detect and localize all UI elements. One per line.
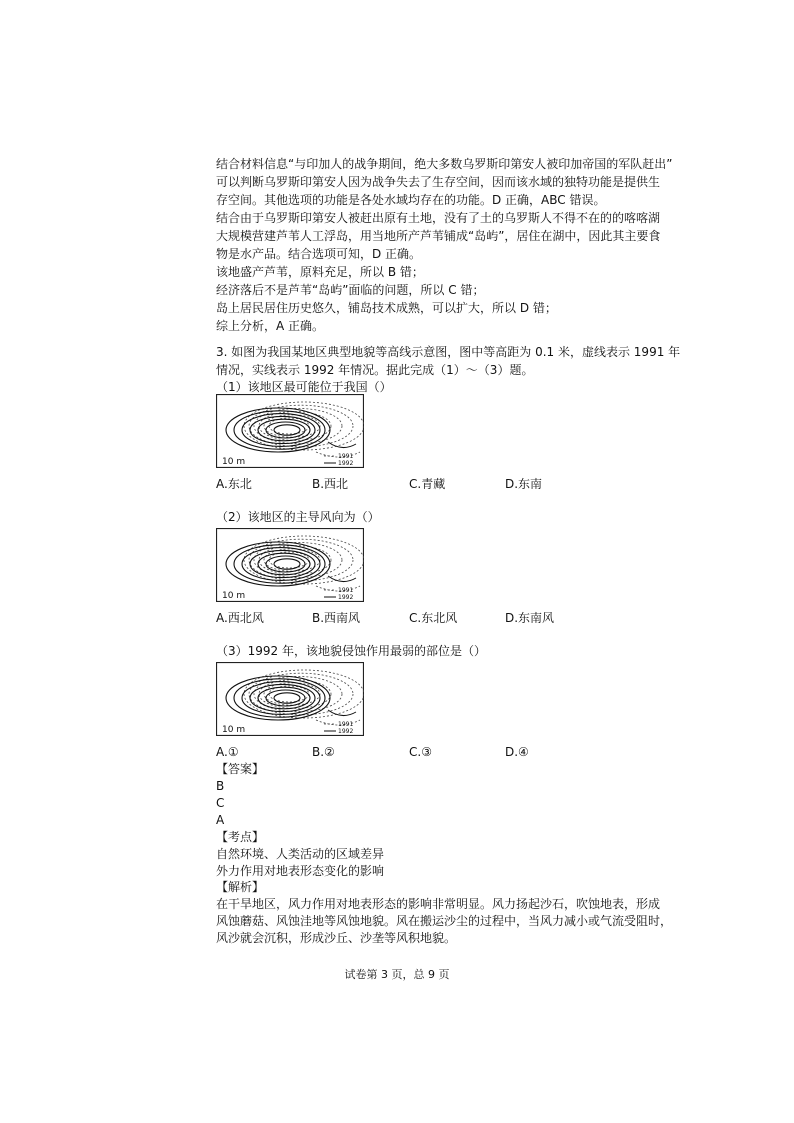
jiexi-line: 风沙就会沉积，形成沙丘、沙垄等风积地貌。 xyxy=(216,931,457,945)
option-d[interactable]: D.④ xyxy=(505,745,529,759)
explanation-line: 物是水产品。结合选项可知，D 正确。 xyxy=(216,247,422,261)
scale-label: 10 m xyxy=(222,725,246,735)
question-stem: 3. 如图为我国某地区典型地貌等高线示意图，图中等高距为 0.1 米，虚线表示 1991 年 xyxy=(216,345,681,359)
legend-1991-label: 1991 xyxy=(338,721,354,728)
option-c[interactable]: C.③ xyxy=(409,745,432,759)
explanation-line: 存空间。其他选项的功能是各处水域均存在的功能。D 正确，ABC 错误。 xyxy=(216,193,606,207)
option-a[interactable]: A.东北 xyxy=(216,477,252,491)
legend-1992-label: 1992 xyxy=(338,594,354,601)
option-b[interactable]: B.西南风 xyxy=(312,611,361,625)
sub-question-prompt: （3）1992 年，该地貌侵蚀作用最弱的部位是（） xyxy=(216,644,486,658)
option-a[interactable]: A.① xyxy=(216,745,239,759)
contour-map-figure xyxy=(216,662,364,736)
question-stem: 情况，实线表示 1992 年情况。据此完成（1）～（3）题。 xyxy=(216,363,534,377)
explanation-line: 该地盛产芦苇，原料充足，所以 B 错； xyxy=(216,265,424,279)
jiexi-line: 风蚀蘑菇、风蚀洼地等风蚀地貌。风在搬运沙尘的过程中，当风力减小或气流受阻时， xyxy=(216,914,673,928)
sub-question-prompt: （2）该地区的主导风向为（） xyxy=(216,510,380,524)
kaodian-heading: 【考点】 xyxy=(216,830,265,844)
answer-value: A xyxy=(216,813,225,827)
explanation-line: 结合由于乌罗斯印第安人被赶出原有土地，没有了土的乌罗斯人不得不在的的喀喀湖 xyxy=(216,211,661,225)
option-d[interactable]: D.东南 xyxy=(505,477,543,491)
jiexi-heading: 【解析】 xyxy=(216,880,265,894)
legend-1992-label: 1992 xyxy=(338,728,354,735)
answer-value: B xyxy=(216,779,225,793)
option-d[interactable]: D.东南风 xyxy=(505,611,555,625)
option-b[interactable]: B.西北 xyxy=(312,477,349,491)
kaodian-item: 外力作用对地表形态变化的影响 xyxy=(216,864,385,878)
legend-1992-label: 1992 xyxy=(338,460,354,467)
legend-1991-label: 1991 xyxy=(338,587,354,594)
page-footer: 试卷第 3 页，总 9 页 xyxy=(344,968,450,981)
explanation-line: 大规模营建芦苇人工浮岛，用当地所产芦苇铺成“岛屿”，居住在湖中，因此其主要食 xyxy=(216,229,661,243)
answer-heading: 【答案】 xyxy=(216,762,265,776)
option-b[interactable]: B.② xyxy=(312,745,335,759)
option-c[interactable]: C.东北风 xyxy=(409,611,458,625)
explanation-line: 岛上居民居住历史悠久，铺岛技术成熟，可以扩大，所以 D 错； xyxy=(216,301,557,315)
scale-label: 10 m xyxy=(222,591,246,601)
answer-value: C xyxy=(216,796,225,810)
contour-map-figure xyxy=(216,394,364,468)
explanation-line: 综上分析，A 正确。 xyxy=(216,319,325,333)
explanation-line: 结合材料信息“与印加人的战争期间，绝大多数乌罗斯印第安人被印加帝国的军队赶出” xyxy=(216,157,673,171)
explanation-line: 可以判断乌罗斯印第安人因为战争失去了生存空间，因而该水域的独特功能是提供生 xyxy=(216,175,661,189)
explanation-line: 经济落后不是芦苇“岛屿”面临的问题，所以 C 错； xyxy=(216,283,485,297)
legend-1991-label: 1991 xyxy=(338,453,354,460)
contour-map-figure xyxy=(216,528,364,602)
sub-question-prompt: （1）该地区最可能位于我国（） xyxy=(216,380,392,394)
scale-label: 10 m xyxy=(222,457,246,467)
option-c[interactable]: C.青藏 xyxy=(409,477,446,491)
jiexi-line: 在干旱地区，风力作用对地表形态的影响非常明显。风力扬起沙石，吹蚀地表，形成 xyxy=(216,897,661,911)
option-a[interactable]: A.西北风 xyxy=(216,611,264,625)
kaodian-item: 自然环境、人类活动的区域差异 xyxy=(216,847,385,861)
